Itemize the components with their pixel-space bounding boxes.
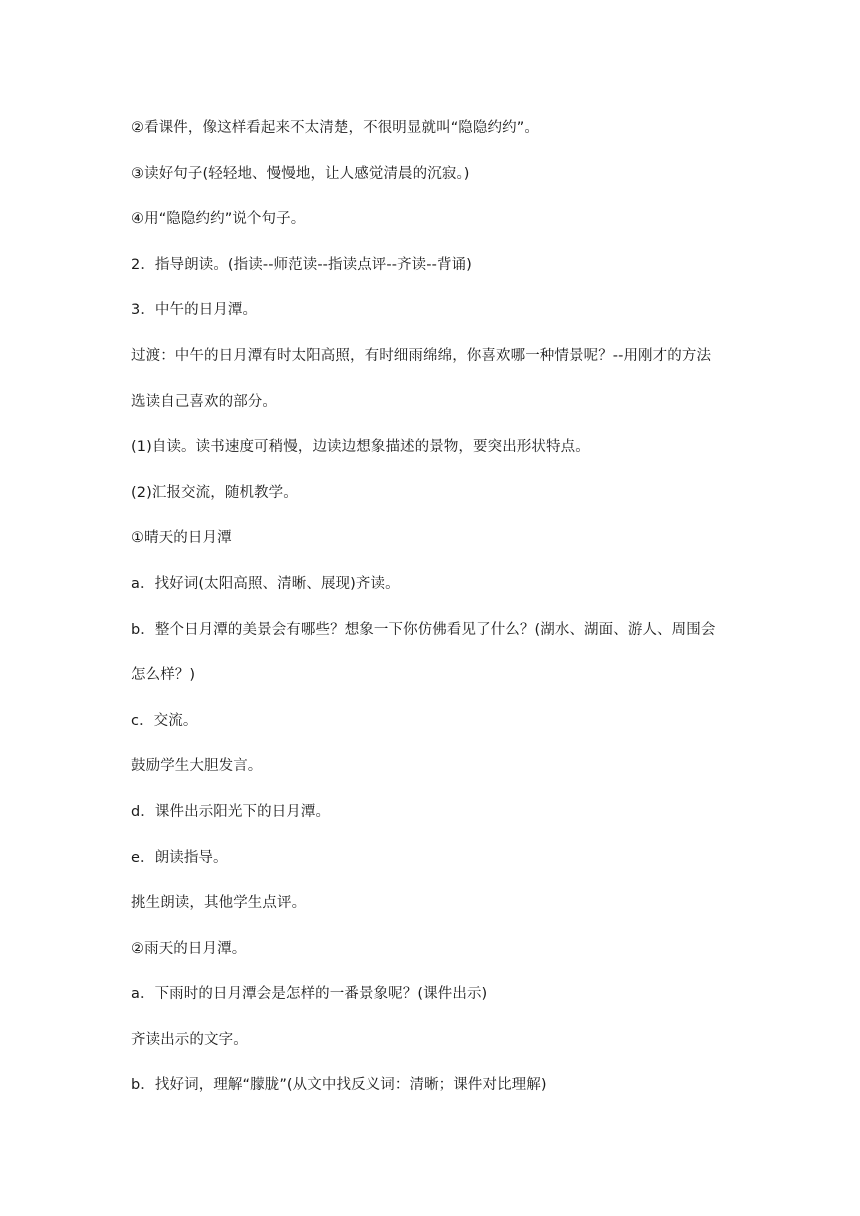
text-line: b．整个日月潭的美景会有哪些？想象一下你仿佛看见了什么？(湖水、湖面、游人、周围会: [131, 621, 716, 638]
document-body: [131, 112, 751, 1115]
text-line: 挑生朗读，其他学生点评。: [131, 895, 307, 912]
text-line: ④用“隐隐约约”说个句子。: [131, 211, 306, 228]
text-line: 鼓励学生大胆发言。: [131, 758, 263, 775]
sub-heading: ①晴天的日月潭: [131, 530, 232, 547]
text-line: d．课件出示阳光下的日月潭。: [131, 803, 331, 820]
text-line: a．下雨时的日月潭会是怎样的一番景象呢？(课件出示): [131, 986, 488, 1003]
section-heading: 3．中午的日月潭。: [131, 302, 258, 319]
text-line: ③读好句子(轻轻地、慢慢地，让人感觉清晨的沉寂。): [131, 165, 470, 182]
text-line: ②看课件，像这样看起来不太清楚，不很明显就叫“隐隐约约”。: [131, 120, 539, 136]
text-line: (2)汇报交流，随机教学。: [131, 484, 298, 501]
text-line: b．找好词，理解“朦胧”(从文中找反义词：清晰；课件对比理解): [131, 1077, 547, 1094]
text-line: (1)自读。读书速度可稍慢，边读边想象描述的景物，要突出形状特点。: [131, 439, 590, 456]
text-line: c．交流。: [131, 712, 198, 729]
text-line: 怎么样？): [131, 667, 196, 684]
text-line: 齐读出示的文字。: [131, 1031, 248, 1048]
text-line: 过渡：中午的日月潭有时太阳高照，有时细雨绵绵，你喜欢哪一种情景呢？--用刚才的方法: [131, 347, 712, 364]
sub-heading: ②雨天的日月潭。: [131, 940, 247, 957]
text-line: 选读自己喜欢的部分。: [131, 393, 277, 410]
text-line: a．找好词(太阳高照、清晰、展现)齐读。: [131, 575, 400, 592]
text-line: e．朗读指导。: [131, 849, 228, 866]
text-line: 2．指导朗读。(指读--师范读--指读点评--齐读--背诵): [131, 256, 472, 273]
